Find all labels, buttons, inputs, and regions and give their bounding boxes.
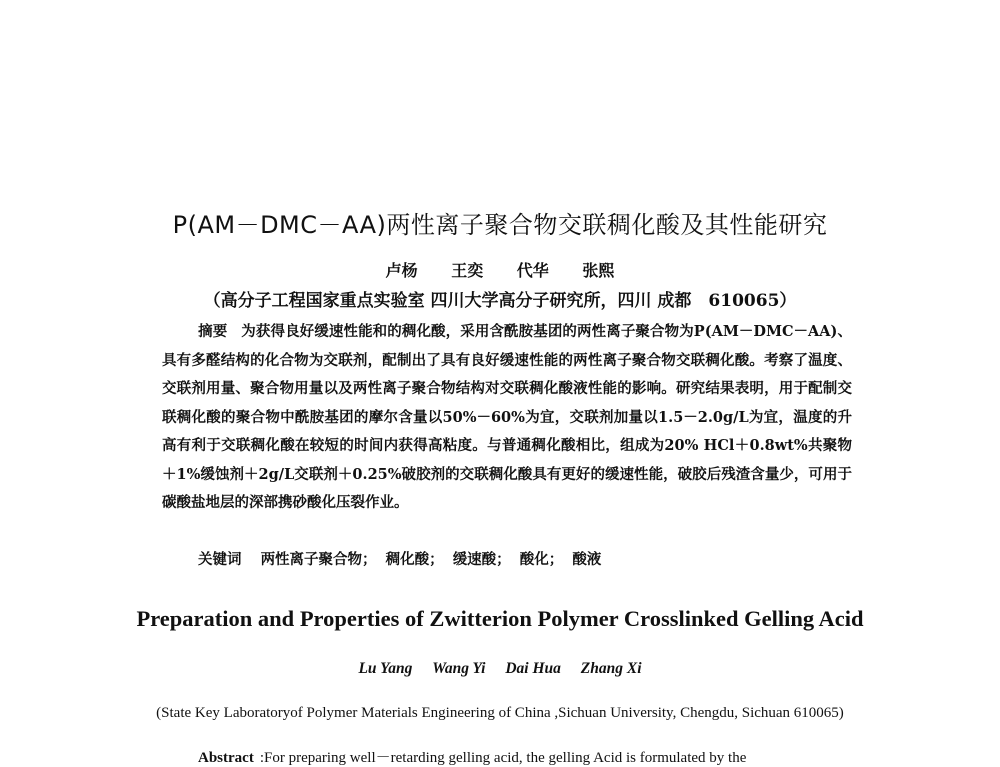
chinese-keywords-label: 关键词 (198, 552, 242, 568)
chinese-abstract (162, 318, 852, 518)
author-name: Dai Hua (505, 660, 561, 677)
english-title: Preparation and Properties of Zwitterion Polymer Crosslinked Gelling Acid (136, 606, 864, 631)
english-abstract-text: :For preparing well－retarding gelling acid, the gelling Acid is formulated by the (259, 750, 747, 766)
english-abstract-label: Abstract (198, 750, 254, 766)
keyword: 酸液 (572, 551, 602, 568)
author-name: 卢杨 (385, 261, 418, 280)
author-name: 王奕 (451, 261, 484, 280)
english-abstract (198, 746, 858, 767)
chinese-affiliation: （高分子工程国家重点实验室 四川大学高分子研究所，四川 成都 610065） (203, 291, 797, 311)
keyword: 缓速酸； (452, 551, 511, 568)
author-name: Wang Yi (432, 660, 486, 677)
chinese-abstract-text: 为获得良好缓速性能和的稠化酸，采用含酰胺基团的两性离子聚合物为P(AM－DMC－AA)、具有多醛结构的化合物为交联剂，配制出了具有良好缓速性能的两性离子聚合物交联稠化酸。考察了温度、交联剂用量、聚合物用量以及两性离子聚合物结构对交联稠化酸液性能的影响。研究结果表明，用于配制交联稠化酸的聚合物中酰胺基团的摩尔含量以50%－60%为宜，交联剂加量以1.5－2.0g/L为宜，温度的升高有利于交联稠化酸在较短的时间内获得高粘度。与普通稠化酸相比，组成为20% HCl＋0.8wt%共聚物＋1%缓蚀剂＋2g/L交联剂＋0.25%破胶剂的交联稠化酸具有更好的缓速性能，破胶后残渣含量少，可用于碳酸盐地层的深部携砂酸化压裂作业。 (162, 323, 852, 511)
chinese-abstract-label: 摘要 (198, 324, 228, 340)
chinese-keywords (198, 548, 848, 569)
keyword: 稠化酸； (385, 551, 444, 568)
keyword: 两性离子聚合物； (260, 551, 377, 568)
author-name: 张熙 (582, 261, 615, 280)
keyword-list (261, 551, 606, 568)
author-name: Lu Yang (358, 660, 413, 677)
keyword: 酸化； (519, 551, 564, 568)
author-name: 代华 (516, 261, 549, 280)
author-name: Zhang Xi (580, 660, 642, 677)
english-affiliation: (State Key Laboratoryof Polymer Materials Engineering of China ,Sichuan University, Chengdu, Sichuan 610065) (156, 705, 844, 721)
chinese-title: P(AM－DMC－AA)两性离子聚合物交联稠化酸及其性能研究 (172, 211, 828, 239)
chinese-authors (0, 258, 1000, 281)
english-authors (0, 660, 1000, 678)
